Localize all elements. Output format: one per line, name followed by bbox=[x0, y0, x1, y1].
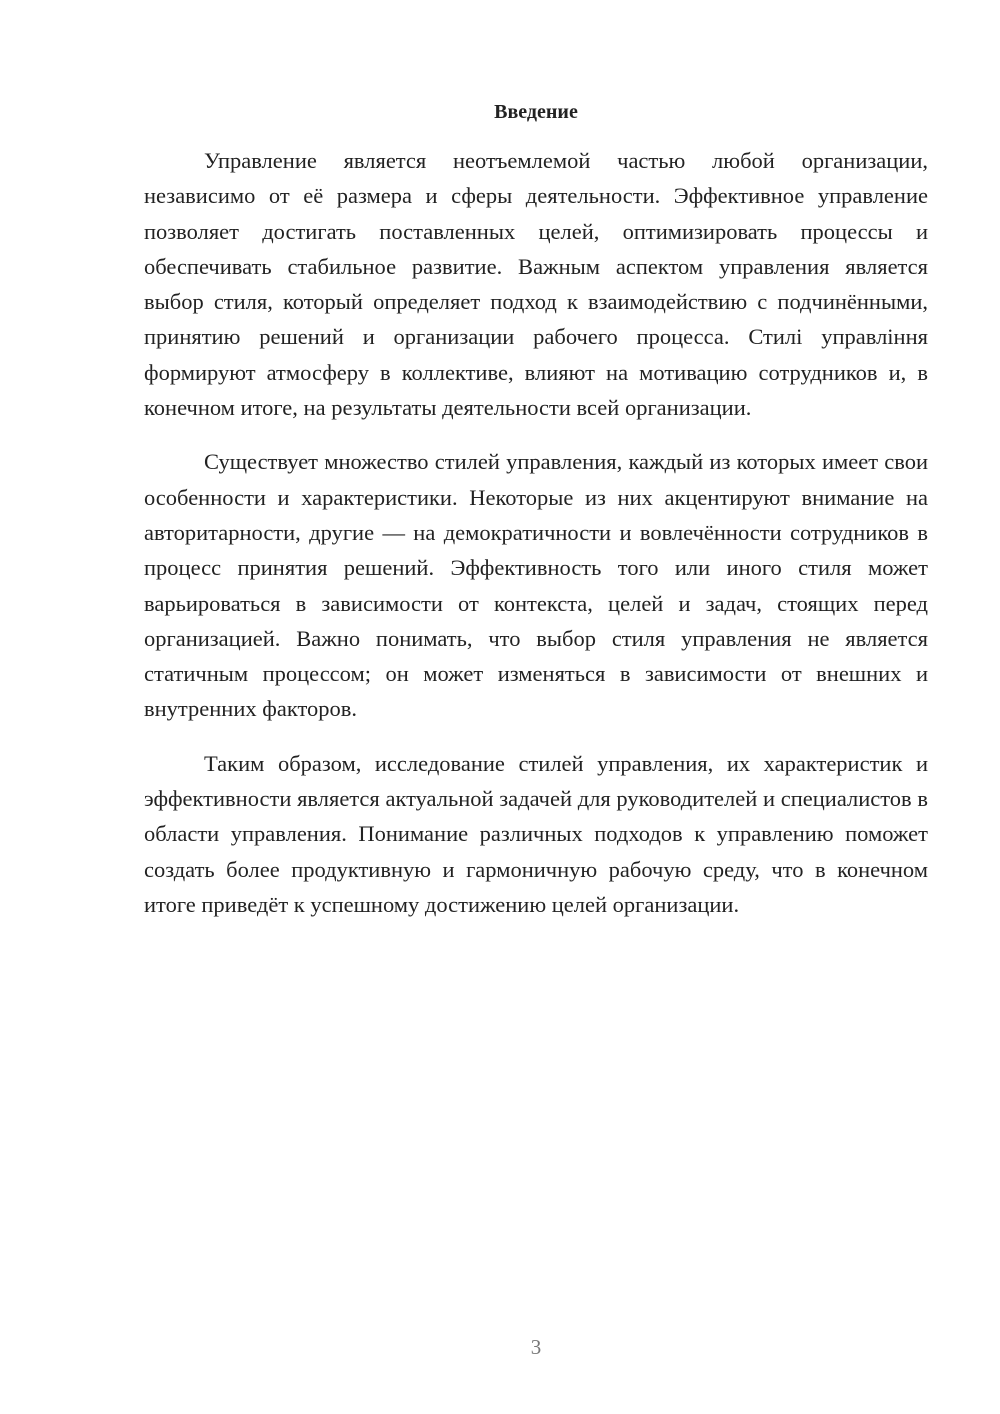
section-title: Введение bbox=[494, 101, 578, 123]
paragraph-2: Существует множество стилей управления, каждый из которых имеет свои особенности и характеристики. Некоторые из них акцентируют внимание на авторитарности, другие — на демократичности и вовлечённости сотрудников в процесс принятия решений. Эффективность того или иного стиля может варьироваться в зависимости от контекста, целей и задач, стоящих перед организацией. Важно понимать, что выбор стиля управления не является статичным процессом; он может изменяться в зависимости от внешних и внутренних факторов. bbox=[144, 449, 928, 722]
body-text bbox=[144, 143, 928, 941]
page-number: 3 bbox=[530, 1335, 542, 1359]
paragraph-3: Таким образом, исследование стилей управления, их характеристик и эффективности является актуальной задачей для руководителей и специалистов в области управления. Понимание различных подходов к управлению поможет создать более продуктивную и гармоничную рабочую среду, что в конечном итоге приведёт к успешному достижению целей организации. bbox=[144, 750, 928, 917]
paragraph-1: Управление является неотъемлемой частью любой организации, независимо от её размера и сферы деятельности. Эффективное управление позволяет достигать поставленных целей, оптимизировать процессы и обеспечивать стабильное развитие. Важным аспектом управления является выбор стиля, который определяет подход к взаимодействию с подчинёнными, принятию решений и организации рабочего процесса. Стилі управління формируют атмосферу в коллективе, влияют на мотивацию сотрудников и, в конечном итоге, на результаты деятельности всей организации. bbox=[144, 148, 928, 421]
